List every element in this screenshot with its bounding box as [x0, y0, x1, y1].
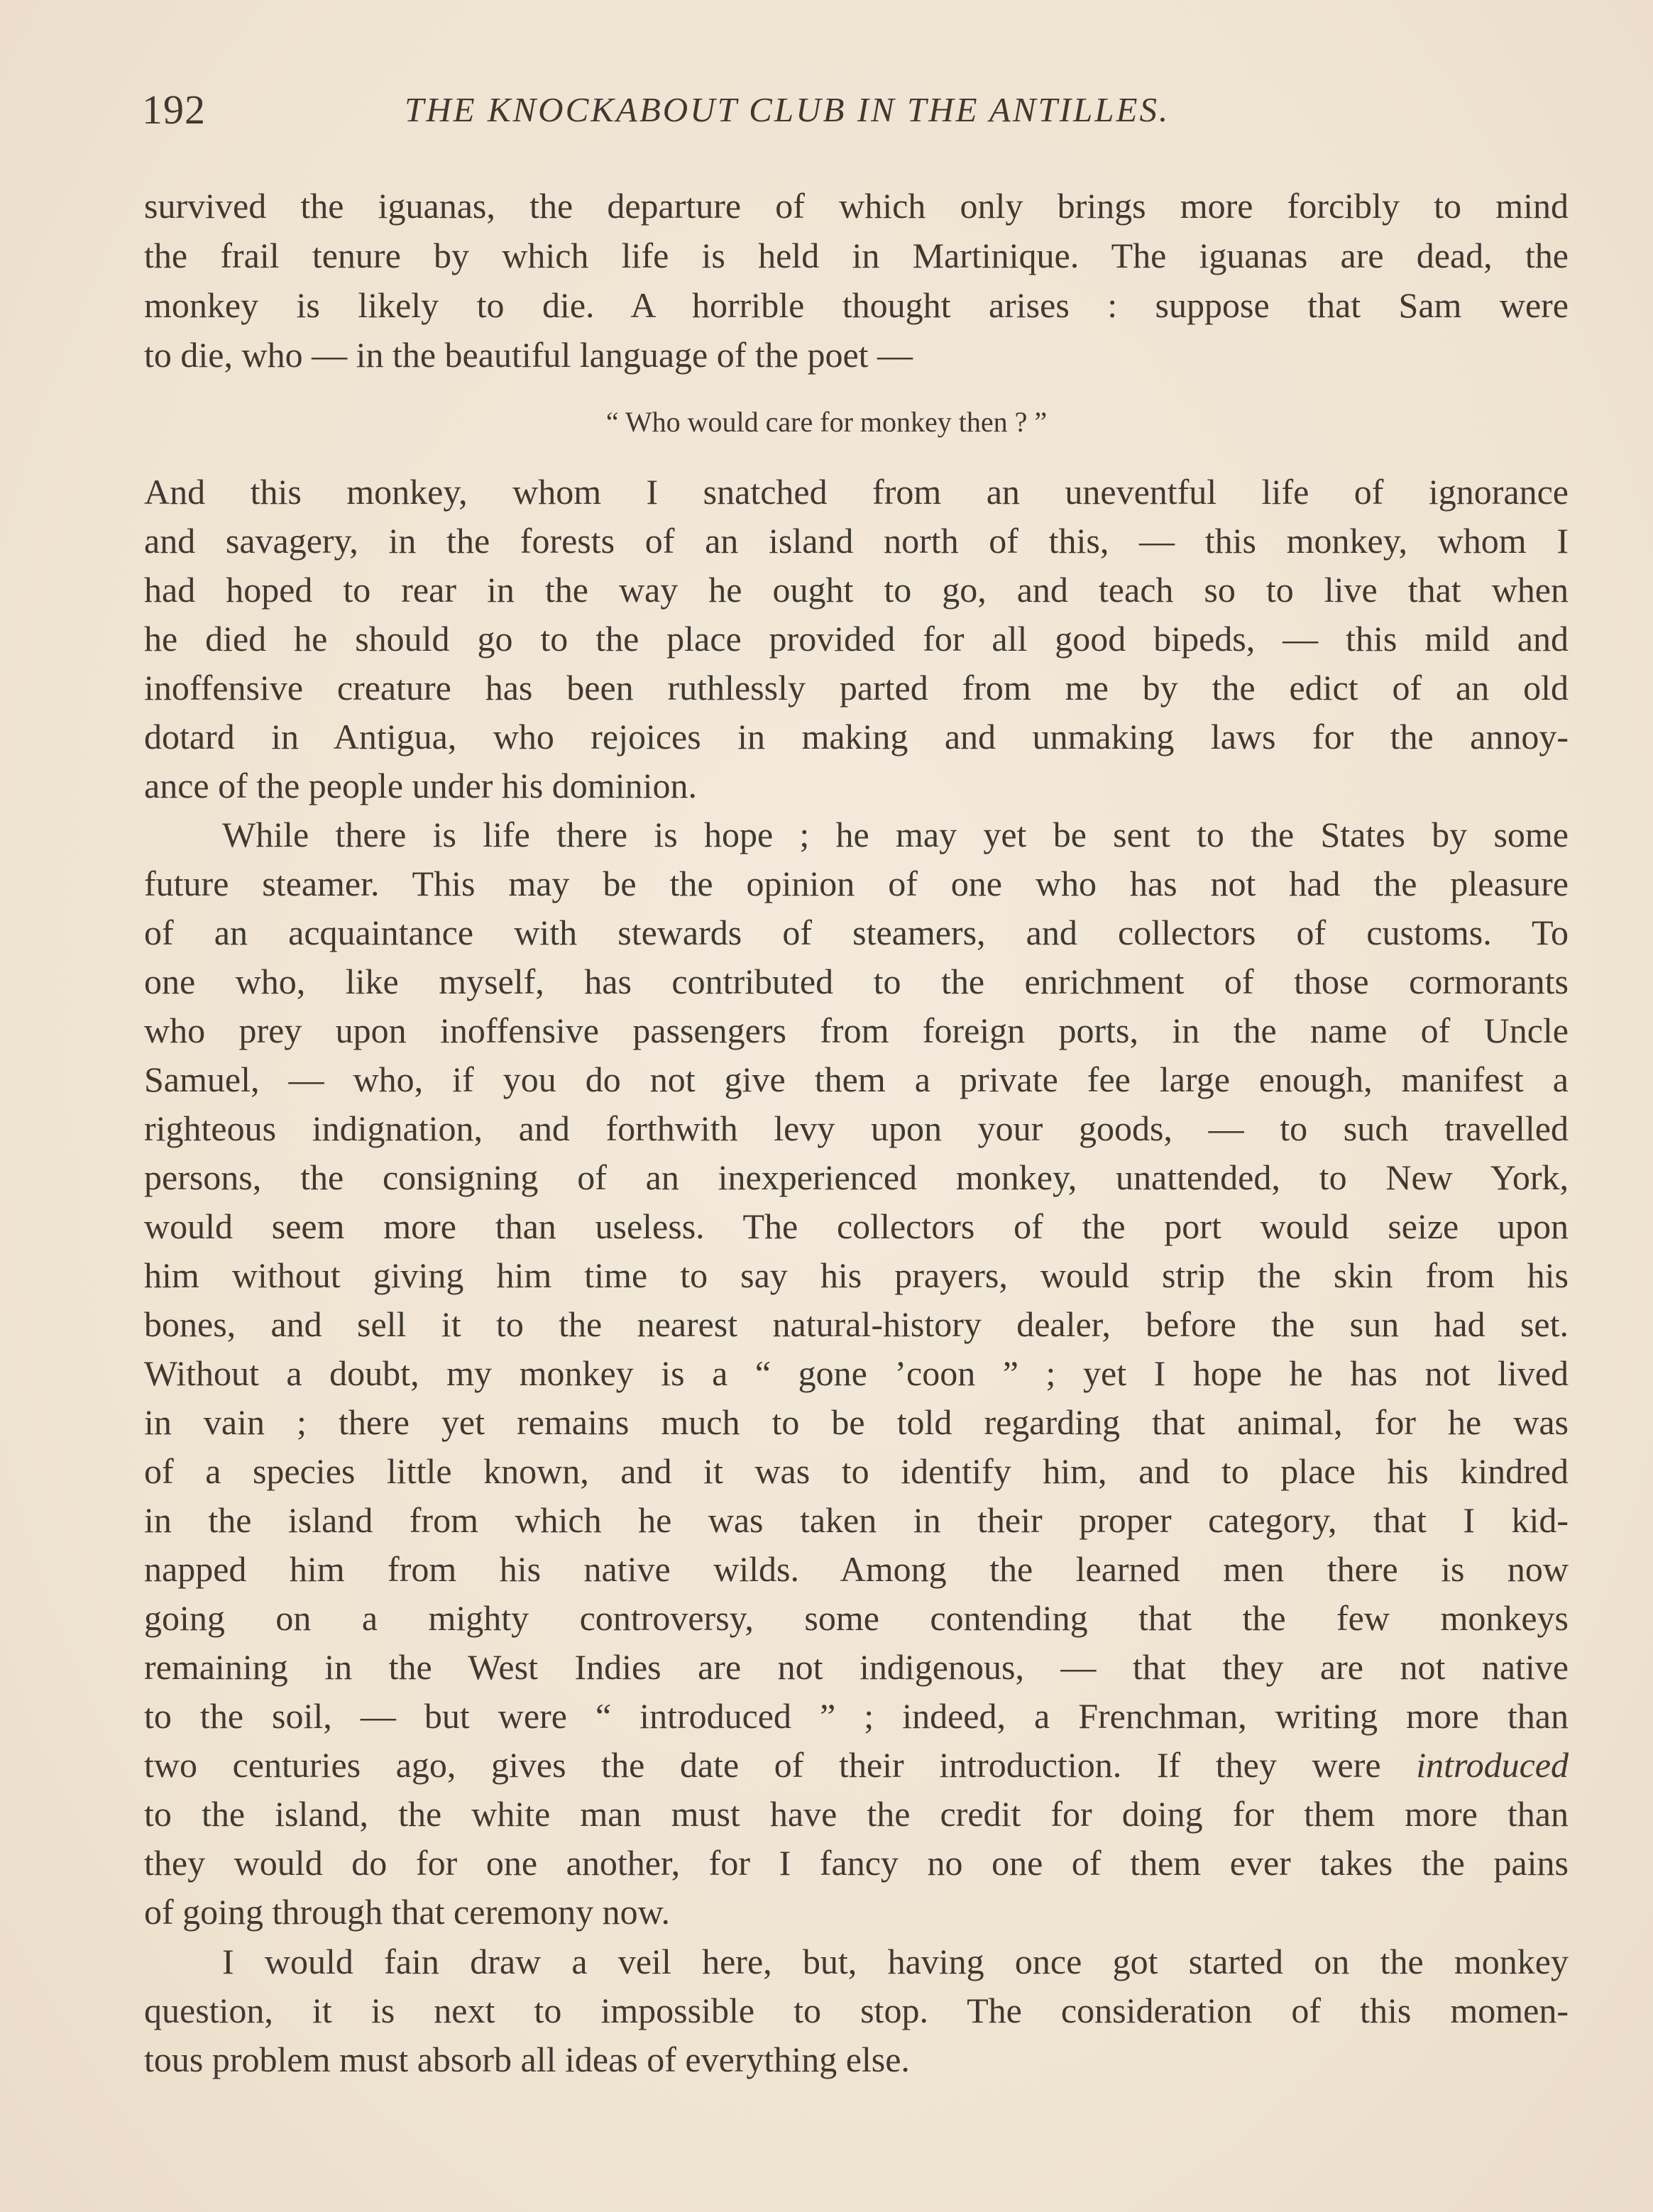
text-line: monkey is likely to die. A horrible thought arises : suppose that Sam were [144, 285, 1569, 325]
text-line: would seem more than useless. The collectors of the port would seize upon [144, 1206, 1569, 1246]
text-line: question, it is next to impossible to stop. The consideration of this momen- [144, 1991, 1569, 2030]
text-line: napped him from his native wilds. Among the learned men there is now [144, 1549, 1569, 1589]
text-line: him without giving him time to say his prayers, would strip the skin from his [144, 1255, 1569, 1295]
text-line: future steamer. This may be the opinion of one who has not had the pleasure [144, 864, 1569, 903]
text-line: Without a doubt, my monkey is a “ gone ’coon ” ; yet I hope he has not lived [144, 1353, 1569, 1393]
text-line: to die, who — in the beautiful language of the poet — [144, 335, 913, 375]
text-line: one who, like myself, has contributed to the enrichment of those cormorants [144, 962, 1569, 1001]
text-line: in the island from which he was taken in their proper category, that I kid- [144, 1500, 1569, 1540]
text-line: the frail tenure by which life is held in Martinique. The iguanas are dead, the [144, 236, 1569, 275]
page-number: 192 [142, 87, 206, 133]
text-line: and savagery, in the forests of an island north of this, — this monkey, whom I [144, 521, 1569, 561]
text-line: who prey upon inoffensive passengers from foreign ports, in the name of Uncle [144, 1011, 1569, 1050]
text-line: to the soil, — but were “ introduced ” ; indeed, a Frenchman, writing more than [144, 1696, 1569, 1736]
text-span: two centuries ago, gives the date of their introduction. If they were [144, 1745, 1417, 1785]
text-line: of a species little known, and it was to identify him, and to place his kindred [144, 1451, 1569, 1491]
text-line [144, 1740, 1569, 1790]
text-line: persons, the consigning of an inexperienced monkey, unattended, to New York, [144, 1157, 1569, 1197]
text-line: survived the iguanas, the departure of which only brings more forcibly to mind [144, 186, 1569, 226]
text-line: I would fain draw a veil here, but, having once got started on the monkey [222, 1942, 1569, 1981]
text-line: had hoped to rear in the way he ought to go, and teach so to live that when [144, 570, 1569, 610]
text-line: they would do for one another, for I fancy no one of them ever takes the pains [144, 1843, 1569, 1883]
text-line: inoffensive creature has been ruthlessly parted from me by the edict of an old [144, 668, 1569, 708]
text-line: righteous indignation, and forthwith levy upon your goods, — to such travelled [144, 1108, 1569, 1148]
text-line: going on a mighty controversy, some contending that the few monkeys [144, 1598, 1569, 1638]
text-line: Samuel, — who, if you do not give them a private fee large enough, manifest a [144, 1060, 1569, 1099]
text-line: to the island, the white man must have the credit for doing for them more than [144, 1794, 1569, 1834]
text-line: bones, and sell it to the nearest natural-history dealer, before the sun had set. [144, 1304, 1569, 1344]
running-title: THE KNOCKABOUT CLUB IN THE ANTILLES. [405, 90, 1170, 129]
text-line: of an acquaintance with stewards of steamers, and collectors of customs. To [144, 913, 1569, 952]
text-line: he died he should go to the place provided for all good bipeds, — this mild and [144, 619, 1569, 659]
text-line: dotard in Antigua, who rejoices in making and unmaking laws for the annoy- [144, 717, 1569, 756]
running-head [142, 82, 1568, 138]
text-line: And this monkey, whom I snatched from an uneventful life of ignorance [144, 472, 1569, 512]
text-line: tous problem must absorb all ideas of everything else. [144, 2040, 910, 2079]
text-line: ance of the people under his dominion. [144, 766, 697, 805]
text-line: While there is life there is hope ; he may yet be sent to the States by some [222, 815, 1569, 854]
text-line: remaining in the West Indies are not indigenous, — that they are not native [144, 1647, 1569, 1687]
text-line: of going through that ceremony now. [144, 1892, 671, 1932]
italic-word: introduced [1416, 1745, 1569, 1785]
text-line: in vain ; there yet remains much to be told regarding that animal, for he was [144, 1402, 1569, 1442]
block-quote: “ Who would care for monkey then ? ” [605, 406, 1048, 438]
